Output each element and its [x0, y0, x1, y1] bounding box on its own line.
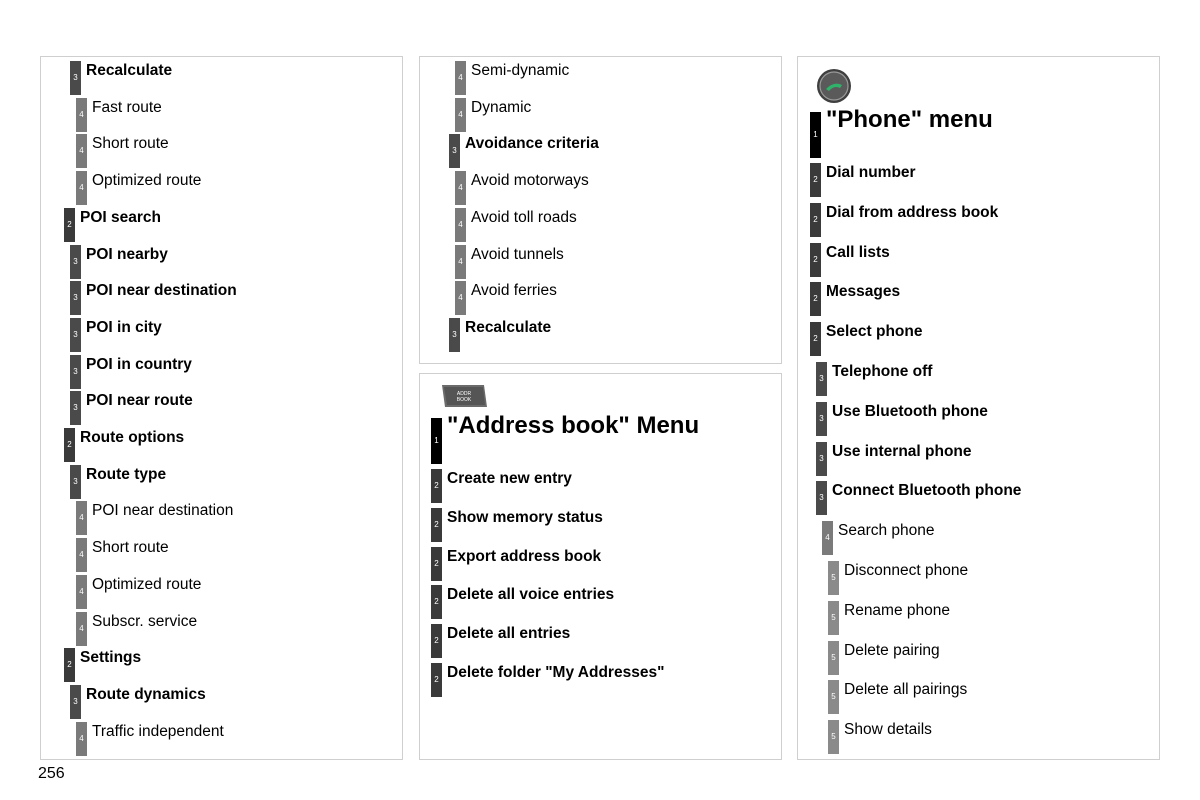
address-book-icon-text-1: ADDR — [456, 391, 472, 397]
phone-icon — [816, 68, 852, 104]
menu-item-label: Create new entry — [447, 470, 572, 487]
level-badge: 5 — [828, 720, 839, 754]
level-badge: 4 — [455, 281, 466, 315]
menu-item-label: Avoidance criteria — [465, 135, 599, 153]
menu-item-label: Settings — [80, 649, 142, 667]
menu-item-label: Select phone — [826, 323, 923, 341]
menu-item-label: POI in country — [86, 355, 192, 373]
menu-item-label: Avoid ferries — [471, 282, 557, 300]
menu-item-label: Telephone off — [832, 363, 933, 380]
menu-item-label: Delete pairing — [844, 641, 940, 659]
menu-item-label: Dial number — [826, 164, 916, 181]
address-book-icon-text-2: BOOK — [456, 397, 472, 403]
menu-item-label: Traffic independent — [92, 722, 224, 740]
menu-item-label: Show memory status — [447, 508, 603, 526]
menu-item-label: Export address book — [447, 547, 602, 565]
level-badge: 4 — [76, 612, 87, 646]
menu-item-label: Delete all entries — [447, 625, 571, 643]
level-badge: 3 — [816, 402, 827, 436]
menu-item-label: POI in city — [86, 318, 162, 336]
level-badge: 4 — [455, 61, 466, 95]
menu-item-label: Avoid motorways — [471, 172, 589, 190]
level-badge: 2 — [64, 648, 75, 682]
menu-item-label: Disconnect phone — [844, 562, 969, 579]
level-badge: 2 — [431, 469, 442, 503]
level-badge: 2 — [431, 547, 442, 581]
level-badge: 3 — [70, 391, 81, 425]
menu-item-label: Rename phone — [844, 601, 950, 619]
menu-item-label: Semi-dynamic — [471, 62, 570, 79]
level-badge: 4 — [455, 208, 466, 242]
level-badge: 2 — [64, 208, 75, 242]
level-badge: 3 — [70, 245, 81, 279]
level-badge: 3 — [816, 481, 827, 515]
level-badge: 3 — [816, 362, 827, 396]
menu-item-label: Subscr. service — [92, 612, 198, 630]
level-badge: 4 — [455, 245, 466, 279]
menu-item-label: POI search — [80, 208, 161, 226]
menu-item-label: POI near route — [86, 392, 193, 410]
level-badge: 2 — [64, 428, 75, 462]
menu-title: "Address book" Menu — [447, 412, 700, 439]
level-badge: 3 — [70, 318, 81, 352]
menu-item-label: Optimized route — [92, 575, 202, 593]
level-badge: 4 — [76, 98, 87, 132]
level-badge: 5 — [828, 601, 839, 635]
level-badge: 2 — [431, 585, 442, 619]
menu-item-label: Search phone — [838, 522, 935, 540]
menu-item-label: POI near destination — [86, 282, 237, 300]
menu-item-label: Messages — [826, 283, 901, 301]
level-badge: 2 — [810, 243, 821, 277]
menu-item-label: Dynamic — [471, 98, 532, 116]
menu-item-label: Optimized route — [92, 172, 202, 190]
menu-item-label: POI nearby — [86, 245, 168, 263]
menu-item-label: Recalculate — [465, 318, 552, 336]
level-badge: 3 — [70, 685, 81, 719]
level-badge: 2 — [431, 508, 442, 542]
level-badge: 4 — [76, 134, 87, 168]
menu-item-label: Route type — [86, 465, 167, 483]
level-badge: 4 — [455, 171, 466, 205]
level-badge: 5 — [828, 641, 839, 675]
menu-item-label: Fast route — [92, 98, 162, 116]
menu-item-label: Delete all pairings — [844, 681, 968, 699]
level-badge: 5 — [828, 680, 839, 714]
menu-item-label: Use Bluetooth phone — [832, 402, 988, 420]
menu-item-label: Use internal phone — [832, 442, 972, 460]
level-badge: 2 — [431, 663, 442, 697]
menu-item-label: Show details — [844, 721, 932, 739]
level-badge: 2 — [810, 322, 821, 356]
level-badge: 2 — [431, 624, 442, 658]
menu-item-label: Route options — [80, 429, 185, 446]
level-badge: 4 — [822, 521, 833, 555]
menu-item-label: Route dynamics — [86, 685, 206, 703]
level-badge: 4 — [76, 538, 87, 572]
level-badge: 5 — [828, 561, 839, 595]
level-badge: 1 — [431, 418, 442, 464]
menu-item-label: Short route — [92, 135, 169, 153]
menu-item-label: Call lists — [826, 243, 890, 261]
level-badge: 2 — [810, 282, 821, 316]
menu-item-label: Delete folder "My Addresses" — [447, 664, 665, 681]
menu-item-label: Avoid tunnels — [471, 245, 564, 263]
menu-item-label: POI near destination — [92, 502, 234, 520]
menu-item-label: Short route — [92, 539, 169, 557]
menu-item-label: Dial from address book — [826, 203, 999, 221]
menu-item-label: Avoid toll roads — [471, 208, 577, 226]
level-badge: 2 — [810, 163, 821, 197]
page-number: 256 — [38, 765, 65, 782]
level-badge: 4 — [455, 98, 466, 132]
level-badge: 3 — [816, 442, 827, 476]
menu-title: "Phone" menu — [826, 106, 993, 133]
level-badge: 3 — [70, 61, 81, 95]
level-badge: 2 — [810, 203, 821, 237]
level-badge: 4 — [76, 722, 87, 756]
level-badge: 3 — [449, 318, 460, 352]
level-badge: 4 — [76, 171, 87, 205]
level-badge: 4 — [76, 575, 87, 609]
level-badge: 3 — [70, 281, 81, 315]
level-badge: 3 — [449, 134, 460, 168]
level-badge: 3 — [70, 465, 81, 499]
address-book-icon — [440, 383, 488, 409]
menu-item-label: Recalculate — [86, 62, 173, 79]
level-badge: 3 — [70, 355, 81, 389]
menu-item-label: Delete all voice entries — [447, 586, 615, 604]
level-badge: 1 — [810, 112, 821, 158]
menu-item-label: Connect Bluetooth phone — [832, 482, 1022, 500]
level-badge: 4 — [76, 501, 87, 535]
